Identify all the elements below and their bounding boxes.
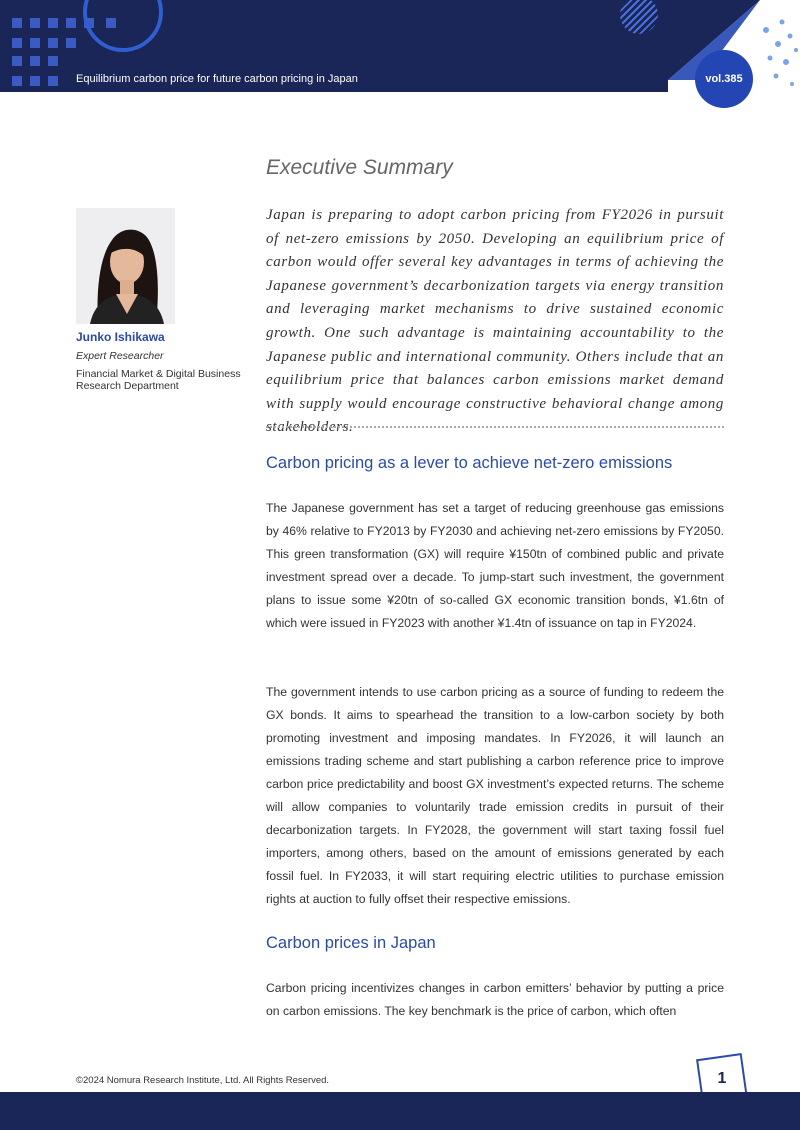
body-paragraph: The government intends to use carbon pricing as a source of funding to redeem the GX bonds. It aims to spearhead the transition to a low-carbon society by both promoting investment and imposing mandates. In FY2026, it will launch an emissions trading scheme and start publishing a carbon reference price to improve carbon price predictability and boost GX investment’s expected returns. The scheme will allow companies to voluntarily trade emission credits in pursuit of their decarbonization targets. In FY2028, the government will start taxing fossil fuel importers, among others, based on the amount of emissions generated by each fossil fuel. In FY2033, it will start requiring electric utilities to purchase emission rights at auction to fully offset their respective emissions. — [266, 685, 724, 906]
page-header — [0, 0, 800, 92]
author-department: Financial Market & Digital Business Research Department — [76, 368, 241, 392]
section-heading: Carbon pricing as a lever to achieve net-zero emissions — [266, 454, 673, 472]
page-number: 1 — [717, 1070, 727, 1087]
author-name: Junko Ishikawa — [76, 330, 165, 344]
body-paragraph: Carbon pricing incentivizes changes in carbon emitters’ behavior by putting a price on carbon emissions. The key benchmark is the price of carbon, which often — [266, 981, 724, 1018]
header-title: Equilibrium carbon price for future carbon pricing in Japan — [76, 73, 358, 85]
dotted-divider — [266, 426, 724, 428]
copyright-notice: ©2024 Nomura Research Institute, Ltd. All Rights Reserved. — [76, 1075, 330, 1086]
footer-bar — [0, 1092, 800, 1130]
author-photo — [76, 208, 175, 324]
executive-summary-text: Japan is preparing to adopt carbon pricing from FY2026 in pursuit of net-zero emissions by 2050. Developing an equilibrium price of carbon would offer several key advantages in terms of achieving the Japanese government’s decarbonization targets via energy transition and leveraging market mechanisms to drive sustained economic growth. One such advantage is maintaining accountability to the Japanese public and international community. Others include that an equilibrium price that balances carbon emissions market demand with supply would encourage constructive behavioral change among stakeholders. — [266, 207, 724, 436]
volume-badge: vol.385 — [695, 50, 753, 108]
executive-summary-title: Executive Summary — [266, 156, 453, 179]
section-heading: Carbon prices in Japan — [266, 934, 436, 952]
author-role: Expert Researcher — [76, 350, 164, 362]
body-paragraph: The Japanese government has set a target of reducing greenhouse gas emissions by 46% relative to FY2013 by FY2030 and achieving net-zero emissions by FY2050. This green transformation (GX) will require ¥150tn of combined public and private investment spread over a decade. To jump-start such investment, the government plans to issue some ¥20tn of so-called GX economic transition bonds, ¥1.6tn of which were issued in FY2023 with another ¥1.4tn of issuance on tap in FY2024. — [266, 501, 724, 630]
